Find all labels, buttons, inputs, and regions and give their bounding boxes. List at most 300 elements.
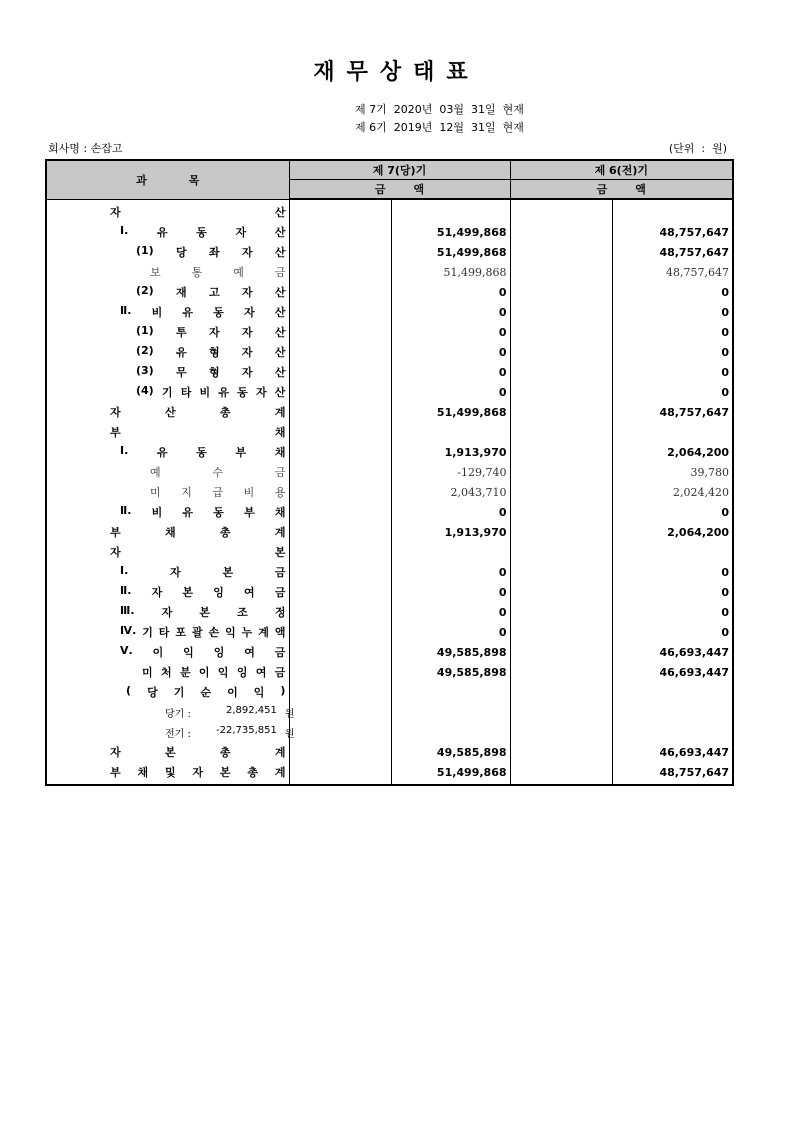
account-name (46, 382, 289, 402)
note-unit: 원 (284, 708, 295, 720)
current-amount (391, 199, 510, 222)
account-name-char: 부 (110, 526, 121, 539)
account-name-char: 당 (147, 686, 158, 699)
account-name-char: 조 (237, 606, 248, 619)
account-name-char: Ⅰ. (120, 564, 129, 577)
account-name-char: 유 (218, 386, 229, 399)
account-name-char: 유 (156, 226, 168, 239)
current-sub-amount (289, 662, 391, 682)
current-amount: -129,740 (391, 462, 510, 482)
current-amount: 1,913,970 (391, 522, 510, 542)
current-amount (391, 702, 510, 722)
current-sub-amount (289, 642, 391, 662)
period-current: 제 7기 2020년 03월 31일 현재 (355, 103, 524, 116)
account-name-char: 본 (219, 766, 231, 779)
prior-amount: 48,757,647 (666, 265, 730, 279)
prior-sub-amount (510, 602, 612, 622)
account-name-char: 투 (176, 326, 187, 339)
account-name-char: 계 (274, 746, 286, 759)
account-name-char: ) (280, 684, 286, 697)
account-name-char: 자 (235, 226, 247, 239)
account-name-char: 채 (274, 506, 286, 519)
page-title: 재무상태표 (313, 60, 480, 85)
account-name-char: (4) (136, 384, 154, 397)
current-sub-amount (289, 762, 391, 785)
account-name-char: 유 (182, 506, 194, 519)
current-sub-amount (289, 342, 391, 362)
account-name-char: 자 (241, 366, 253, 379)
account-name-char: 괄 (191, 626, 203, 639)
table-row (46, 222, 733, 242)
current-sub-amount (289, 482, 391, 502)
account-name-char: 계 (274, 406, 286, 419)
prior-amount: 46,693,447 (659, 645, 730, 659)
current-amount: 0 (391, 362, 510, 382)
table-row (46, 602, 733, 622)
account-name-char: 산 (274, 246, 286, 259)
account-name (46, 582, 289, 602)
table-row (46, 442, 733, 462)
account-name-char: 본 (274, 546, 286, 559)
prior-sub-amount (510, 622, 612, 642)
table-row (46, 462, 733, 482)
prior-amount: 2,064,200 (667, 445, 730, 459)
company-name: 회사명 : 손잡고 (48, 142, 123, 155)
prior-sub-amount (510, 562, 612, 582)
prior-amount (612, 422, 733, 442)
account-name (46, 422, 289, 442)
prior-sub-amount (510, 382, 612, 402)
prior-amount: 2,024,420 (673, 485, 730, 499)
account-name-char: 부 (110, 766, 121, 779)
prior-amount: 39,780 (690, 465, 730, 479)
prior-sub-amount (510, 642, 612, 662)
account-name-char: 동 (213, 306, 224, 319)
account-name-char: 이 (198, 666, 210, 679)
prior-sub-amount (510, 322, 612, 342)
account-name-char: Ⅰ. (120, 444, 129, 457)
prior-sub-amount (510, 402, 612, 422)
account-name-char: 자 (241, 246, 253, 259)
account-name-char: 여 (255, 666, 267, 679)
account-name-char: 자 (241, 326, 253, 339)
account-name-char: 유 (156, 446, 168, 459)
account-name-char: 금 (274, 566, 286, 579)
table-row (46, 702, 733, 722)
current-sub-amount (289, 262, 391, 282)
header-prior-period: 제 6(전)기 (510, 160, 733, 180)
header-subject-text (50, 172, 286, 188)
current-sub-amount (289, 282, 391, 302)
table-row (46, 682, 733, 702)
current-amount (391, 422, 510, 442)
account-name (46, 362, 289, 382)
account-name-char: 용 (274, 486, 286, 499)
account-name-char: 순 (200, 686, 212, 699)
note-amount: 2,892,451 (225, 704, 277, 716)
header-char: 금 (374, 183, 386, 196)
account-name-char: 산 (274, 326, 286, 339)
current-sub-amount (289, 442, 391, 462)
prior-sub-amount (510, 522, 612, 542)
prior-amount (612, 542, 733, 562)
account-name-char: 산 (274, 386, 286, 399)
prior-sub-amount (510, 442, 612, 462)
table-row (46, 582, 733, 602)
account-name-char: 산 (274, 286, 286, 299)
prior-sub-amount (510, 582, 612, 602)
account-name-char: 재 (176, 286, 187, 299)
current-amount: 51,499,868 (391, 242, 510, 262)
prior-amount: 46,693,447 (659, 745, 730, 759)
account-name-char: 채 (164, 526, 176, 539)
account-name-char: 이 (152, 646, 164, 659)
account-name (46, 542, 289, 562)
table-body (46, 199, 733, 785)
current-sub-amount (289, 582, 391, 602)
table-row (46, 362, 733, 382)
account-name (46, 562, 289, 582)
note-label: 전기 : (165, 728, 191, 740)
prior-sub-amount (510, 502, 612, 522)
account-name-char: 누 (241, 626, 253, 639)
current-sub-amount (289, 742, 391, 762)
account-name-char: 자 (110, 205, 121, 219)
account-name-char: 액 (274, 626, 286, 639)
account-name-char: 자 (151, 586, 163, 599)
account-name (46, 222, 289, 242)
current-amount: 0 (391, 562, 510, 582)
account-name-char: 포 (175, 626, 186, 639)
header-current-amount (289, 180, 510, 200)
account-name-char: 급 (212, 486, 224, 499)
account-name-char: Ⅰ. (120, 224, 129, 237)
current-sub-amount (289, 222, 391, 242)
account-name-char: 동 (237, 386, 248, 399)
prior-sub-amount (510, 222, 612, 242)
account-name-char: 분 (179, 666, 191, 679)
account-name-char: (1) (136, 244, 154, 257)
account-name-char: 자 (192, 766, 204, 779)
header-amount-text (514, 181, 730, 197)
account-name-char: Ⅴ. (120, 644, 133, 657)
current-amount: 51,499,868 (391, 762, 510, 785)
table-row (46, 722, 733, 742)
header-amount-text (293, 181, 507, 197)
account-name-char: 계 (258, 626, 269, 639)
table-row (46, 402, 733, 422)
current-sub-amount (289, 302, 391, 322)
account-name-char: 미 (150, 486, 161, 499)
account-name-char: 익 (183, 646, 194, 659)
prior-sub-amount (510, 302, 612, 322)
prior-amount (612, 702, 733, 722)
account-name-char: 잉 (213, 646, 225, 659)
account-name (46, 322, 289, 342)
account-name-char: 당 (176, 246, 187, 259)
account-name-char: 동 (196, 446, 207, 459)
prior-sub-amount (510, 342, 612, 362)
account-name-char: 기 (161, 386, 173, 399)
account-name (46, 602, 289, 622)
table-row (46, 642, 733, 662)
account-name (46, 482, 289, 502)
account-name-char: 비 (199, 386, 211, 399)
unit-label: (단위 : 원) (668, 142, 727, 155)
account-name-char: 통 (191, 266, 203, 279)
account-name-char: 유 (176, 346, 187, 359)
table-row (46, 562, 733, 582)
account-name (46, 722, 295, 742)
account-name (46, 262, 289, 282)
account-name-char: 산 (164, 406, 176, 419)
header-char: 금 (596, 183, 608, 196)
account-name-char: Ⅲ. (120, 604, 135, 617)
account-name-char: 산 (274, 366, 286, 379)
account-name-char: 부 (244, 506, 255, 519)
prior-sub-amount (510, 662, 612, 682)
prior-amount (612, 199, 733, 222)
current-amount: 0 (391, 502, 510, 522)
account-name (46, 662, 289, 682)
account-name-char: 무 (176, 366, 187, 379)
account-name-char: 자 (208, 326, 220, 339)
account-name-char: 처 (160, 666, 172, 679)
account-name (46, 462, 289, 482)
current-amount: 51,499,868 (391, 222, 510, 242)
current-sub-amount (289, 502, 391, 522)
account-name (46, 762, 289, 785)
prior-sub-amount (510, 422, 612, 442)
account-name-char: 동 (213, 506, 224, 519)
table-row (46, 662, 733, 682)
current-amount: 51,499,868 (391, 262, 510, 282)
account-name-char: 본 (199, 606, 211, 619)
account-name-char: 수 (212, 466, 224, 479)
account-name-char: 채 (137, 766, 149, 779)
prior-sub-amount (510, 722, 612, 742)
prior-amount: 48,757,647 (659, 225, 730, 239)
current-sub-amount (289, 542, 391, 562)
prior-sub-amount (510, 282, 612, 302)
prior-amount: 0 (721, 505, 730, 519)
prior-amount: 0 (721, 365, 730, 379)
account-name-char: 금 (274, 266, 286, 279)
account-name-char: 미 (142, 666, 153, 679)
current-amount: 0 (391, 282, 510, 302)
current-sub-amount (289, 702, 391, 722)
prior-amount: 48,757,647 (659, 245, 730, 259)
prior-amount: 0 (721, 345, 730, 359)
account-name-char: 유 (182, 306, 194, 319)
prior-amount: 48,757,647 (659, 765, 730, 779)
account-name-char: 잉 (236, 666, 248, 679)
account-name-char: 및 (164, 766, 176, 779)
account-name-char: 손 (208, 626, 220, 639)
account-name-char: 채 (274, 426, 286, 439)
account-name-char: 자 (110, 546, 121, 559)
current-sub-amount (289, 242, 391, 262)
account-name-char: 형 (208, 366, 220, 379)
current-amount: 0 (391, 582, 510, 602)
account-name-char: 자 (244, 306, 255, 319)
account-name-char: ( (126, 684, 132, 697)
account-name (46, 442, 289, 462)
account-name-char: 총 (219, 746, 231, 759)
account-name-char: 비 (151, 306, 163, 319)
prior-amount: 0 (721, 605, 730, 619)
prior-amount: 0 (721, 325, 730, 339)
account-name-char: 예 (150, 466, 161, 479)
current-amount: 49,585,898 (391, 662, 510, 682)
account-name (46, 402, 289, 422)
prior-sub-amount (510, 742, 612, 762)
current-sub-amount (289, 682, 391, 702)
account-name-char: 자 (110, 406, 121, 419)
current-amount (391, 722, 510, 742)
account-name-char: Ⅳ. (120, 624, 137, 637)
note-amount: -22,735,851 (216, 724, 277, 736)
prior-amount: 0 (721, 305, 730, 319)
account-name-char: 계 (274, 766, 286, 779)
current-sub-amount (289, 322, 391, 342)
current-amount (391, 682, 510, 702)
account-name-char: 타 (180, 386, 192, 399)
prior-amount: 2,064,200 (667, 525, 730, 539)
account-name (46, 622, 289, 642)
account-name-char: (2) (136, 344, 154, 357)
current-sub-amount (289, 422, 391, 442)
account-name-char: 고 (208, 286, 220, 299)
account-name-char: 이 (227, 686, 238, 699)
current-amount: 51,499,868 (391, 402, 510, 422)
header-char: 액 (635, 183, 646, 196)
current-sub-amount (289, 622, 391, 642)
account-name-char: 동 (196, 226, 207, 239)
account-name-char: 자 (241, 346, 253, 359)
current-sub-amount (289, 522, 391, 542)
account-name-char: 부 (235, 446, 247, 459)
account-name-char: 형 (208, 346, 220, 359)
account-name-char: 산 (274, 205, 286, 219)
current-amount: 0 (391, 382, 510, 402)
account-name-char: 지 (181, 486, 192, 499)
table-row (46, 482, 733, 502)
balance-sheet-table (45, 159, 734, 786)
prior-sub-amount (510, 762, 612, 785)
account-name-char: 익 (225, 626, 236, 639)
account-name-char: 자 (161, 606, 173, 619)
prior-sub-amount (510, 482, 612, 502)
account-name-char: 금 (274, 646, 286, 659)
current-amount: 0 (391, 302, 510, 322)
prior-sub-amount (510, 242, 612, 262)
current-sub-amount (289, 602, 391, 622)
account-name (46, 502, 289, 522)
account-name-char: 계 (274, 526, 286, 539)
table-row (46, 242, 733, 262)
account-name-char: 금 (274, 466, 286, 479)
account-name-char: 채 (274, 446, 286, 459)
account-name-char: Ⅱ. (120, 584, 132, 597)
account-name (46, 199, 289, 222)
current-amount: 0 (391, 342, 510, 362)
header-char: 액 (413, 183, 425, 196)
account-name-char: 좌 (208, 246, 220, 259)
account-name-char: 기 (173, 686, 185, 699)
account-name-char: 본 (182, 586, 194, 599)
account-name-char: 정 (274, 606, 286, 619)
account-name-char: 타 (158, 626, 170, 639)
account-name (46, 702, 295, 722)
account-name-char: 총 (247, 766, 258, 779)
current-sub-amount (289, 562, 391, 582)
note-unit: 원 (284, 728, 295, 740)
current-amount: 2,043,710 (391, 482, 510, 502)
account-name-char: (2) (136, 284, 154, 297)
prior-amount: 0 (721, 585, 730, 599)
prior-sub-amount (510, 702, 612, 722)
account-name-char: (1) (136, 324, 154, 337)
header-prior-amount (510, 180, 733, 200)
account-name-char: 부 (110, 426, 121, 439)
account-name-char: (3) (136, 364, 154, 377)
table-row (46, 382, 733, 402)
prior-sub-amount (510, 542, 612, 562)
table-row (46, 342, 733, 362)
period-prior: 제 6기 2019년 12월 31일 현재 (355, 121, 524, 134)
account-name-char: 산 (274, 306, 286, 319)
current-amount: 1,913,970 (391, 442, 510, 462)
account-name (46, 242, 289, 262)
prior-sub-amount (510, 362, 612, 382)
prior-amount: 48,757,647 (659, 405, 730, 419)
table-row (46, 762, 733, 785)
table-row (46, 422, 733, 442)
table-row (46, 742, 733, 762)
account-name-char: 자 (110, 746, 121, 759)
account-name-char: 산 (274, 226, 286, 239)
account-name-char: Ⅱ. (120, 304, 132, 317)
prior-sub-amount (510, 682, 612, 702)
table-row (46, 302, 733, 322)
account-name-char: 비 (243, 486, 255, 499)
current-sub-amount (289, 382, 391, 402)
account-name-char: 익 (253, 686, 265, 699)
account-name (46, 682, 289, 702)
table-row (46, 199, 733, 222)
prior-amount: 0 (721, 625, 730, 639)
account-name-char: 총 (219, 526, 231, 539)
table-row (46, 522, 733, 542)
account-name-char: 산 (274, 346, 286, 359)
prior-amount (612, 722, 733, 742)
prior-sub-amount (510, 462, 612, 482)
header-current-period: 제 7(당)기 (289, 160, 510, 180)
account-name-char: 금 (274, 666, 286, 679)
table-row (46, 322, 733, 342)
current-amount: 0 (391, 622, 510, 642)
current-amount: 0 (391, 602, 510, 622)
account-name-char: 여 (244, 586, 255, 599)
table-row (46, 622, 733, 642)
account-name-char: 자 (241, 286, 253, 299)
account-name-char: 자 (255, 386, 267, 399)
account-name-char: 기 (142, 626, 153, 639)
account-name-char: 본 (222, 566, 234, 579)
current-amount: 0 (391, 322, 510, 342)
account-name (46, 342, 289, 362)
